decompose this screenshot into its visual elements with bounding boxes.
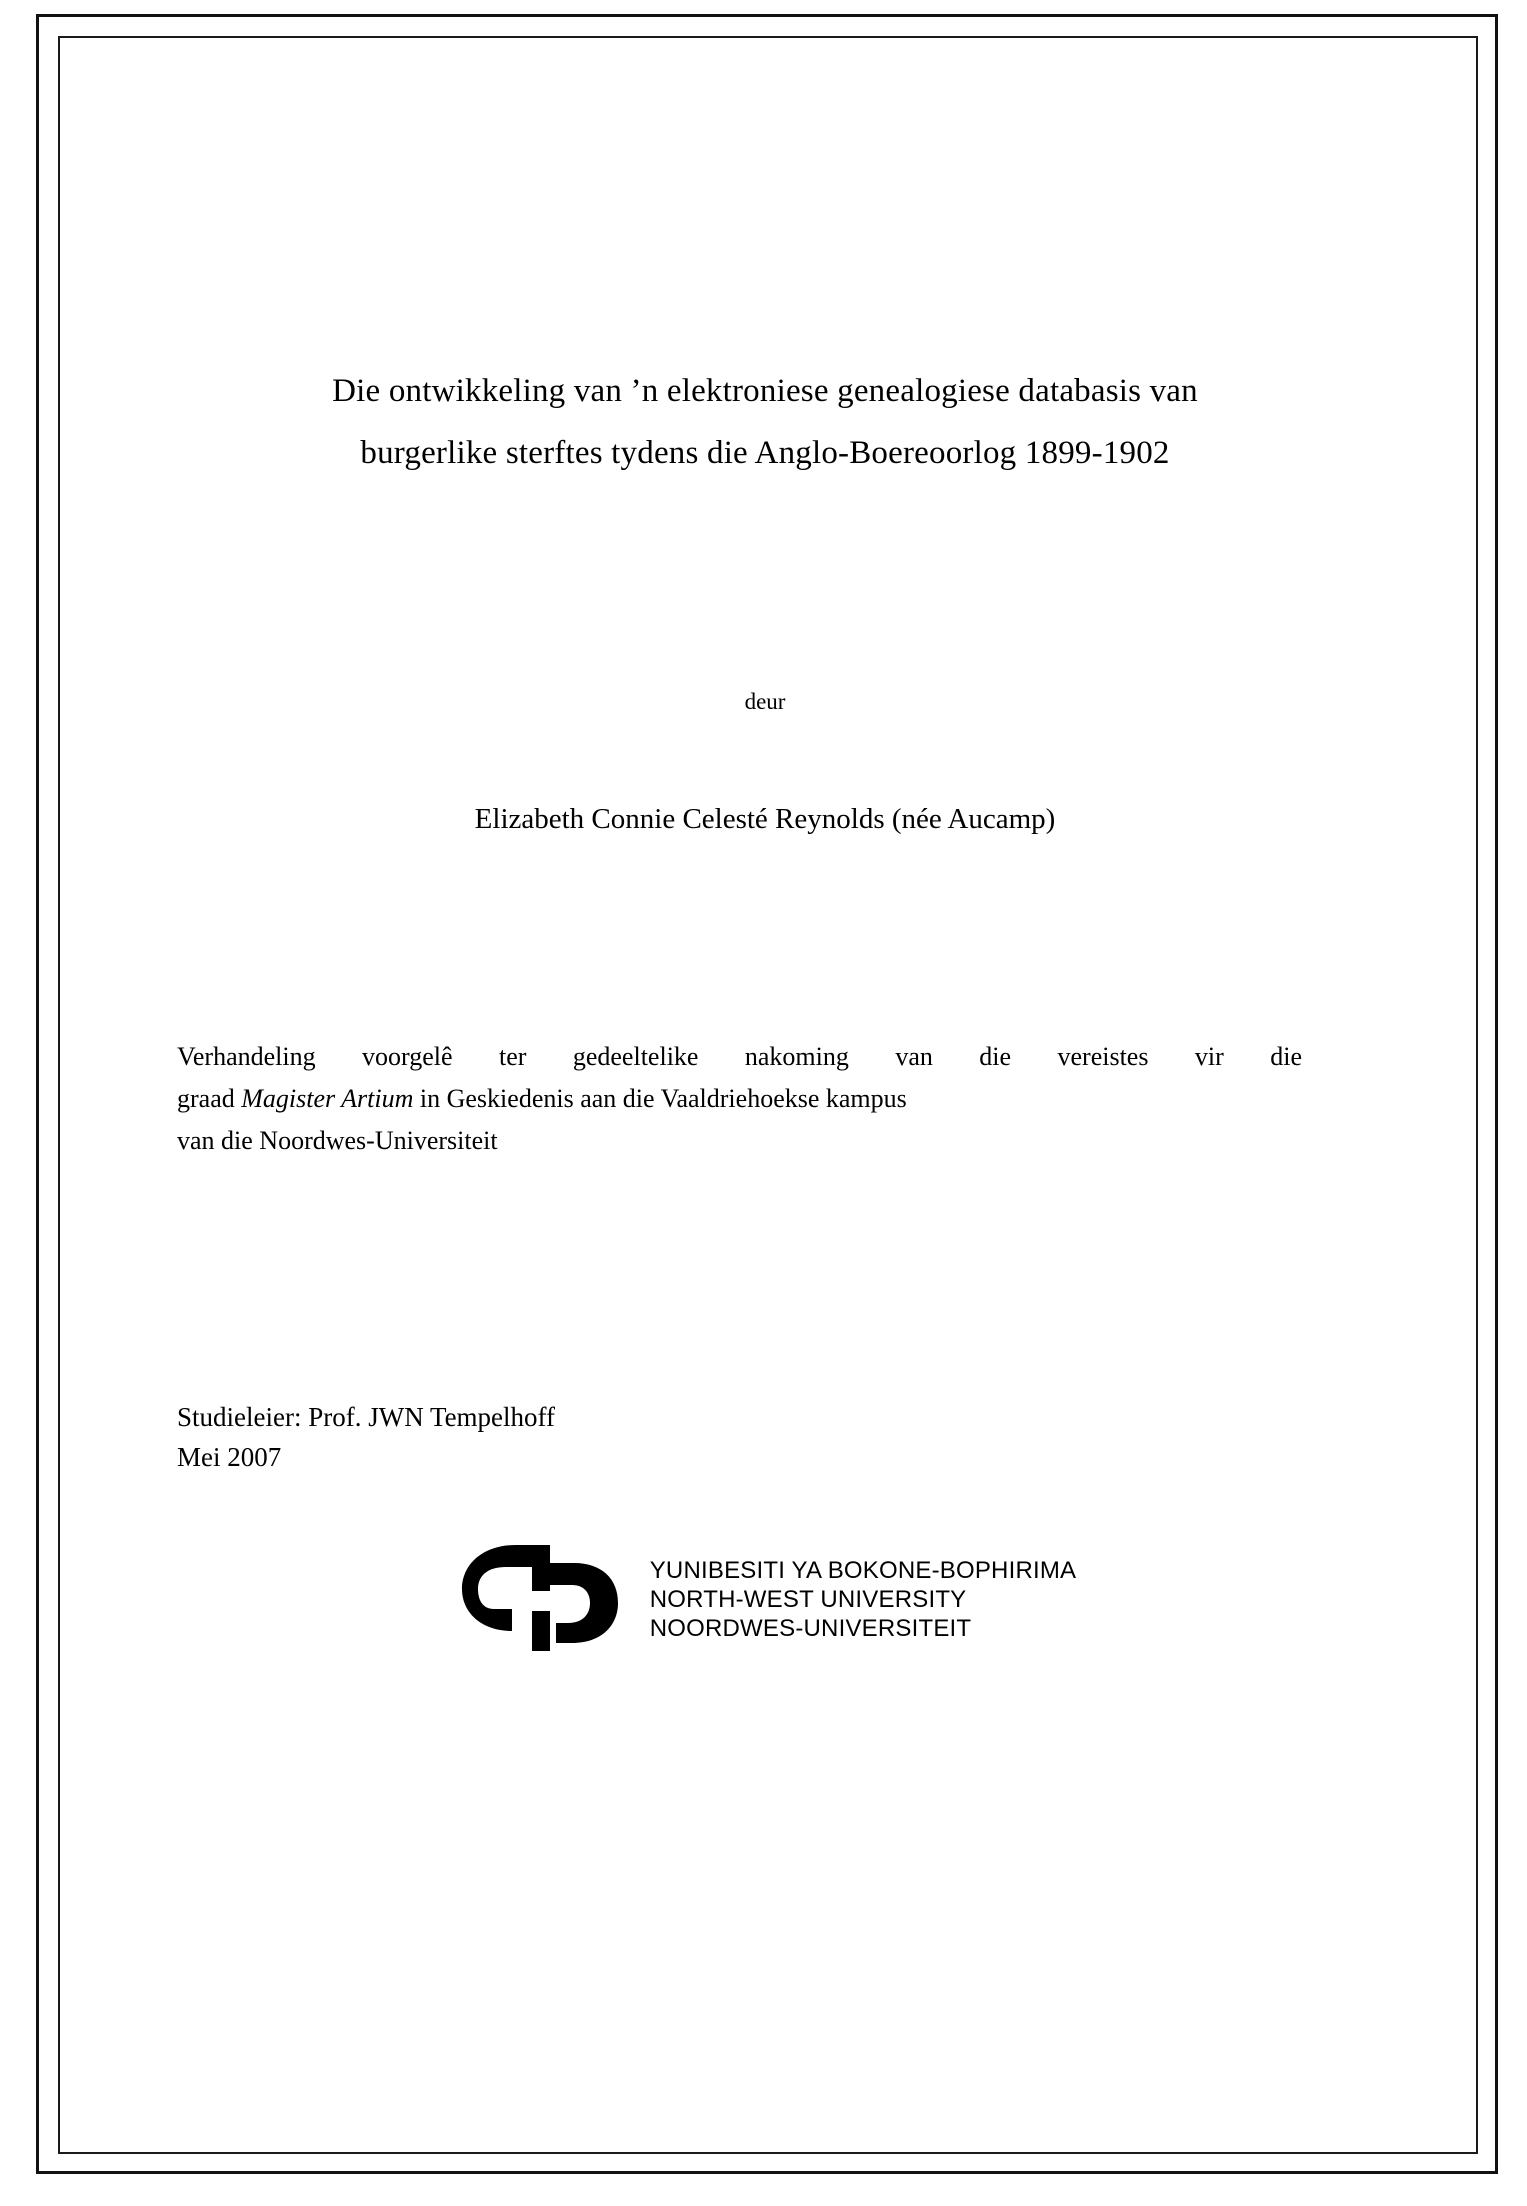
title-line-1: Die ontwikkeling van ’n elektroniese genealogiese databasis van — [332, 373, 1198, 409]
degree-statement-line-2-prefix: graad — [177, 1084, 242, 1113]
title-line-2: burgerlike sterftes tydens die Anglo-Boereoorlog 1899-1902 — [360, 435, 1170, 471]
page-title — [175, 360, 1355, 484]
by-label: deur — [744, 689, 786, 714]
degree-statement-line-1: Verhandeling voorgelê ter gedeeltelike nakoming van die vereistes vir die — [177, 1042, 1302, 1071]
degree-statement — [177, 1036, 1302, 1162]
supervisor-block — [177, 1397, 1355, 1477]
logo-text-line-3: NOORDWES-UNIVERSITEIT — [649, 1614, 972, 1642]
logo-text-line-2: NORTH-WEST UNIVERSITY — [649, 1585, 967, 1613]
degree-statement-line-2 — [177, 1078, 1302, 1120]
supervisor-line: Studieleier: Prof. JWN Tempelhoff — [177, 1402, 556, 1432]
degree-statement-line-2-suffix: in Geskiedenis aan die Vaaldriehoekse kampus — [413, 1084, 907, 1113]
author-name: Elizabeth Connie Celesté Reynolds (née Aucamp) — [474, 803, 1056, 835]
university-logo — [175, 1539, 1355, 1657]
logo-text-line-1: YUNIBESITI YA BOKONE-BOPHIRIMA — [649, 1556, 1077, 1584]
degree-name: Magister Artium — [241, 1084, 414, 1113]
title-page-content — [175, 120, 1355, 2080]
date-line: Mei 2007 — [177, 1442, 282, 1472]
degree-statement-line-3: van die Noordwes-Universiteit — [177, 1126, 498, 1155]
nwu-logo-icon — [454, 1539, 640, 1657]
university-logo-text — [650, 1554, 1077, 1643]
